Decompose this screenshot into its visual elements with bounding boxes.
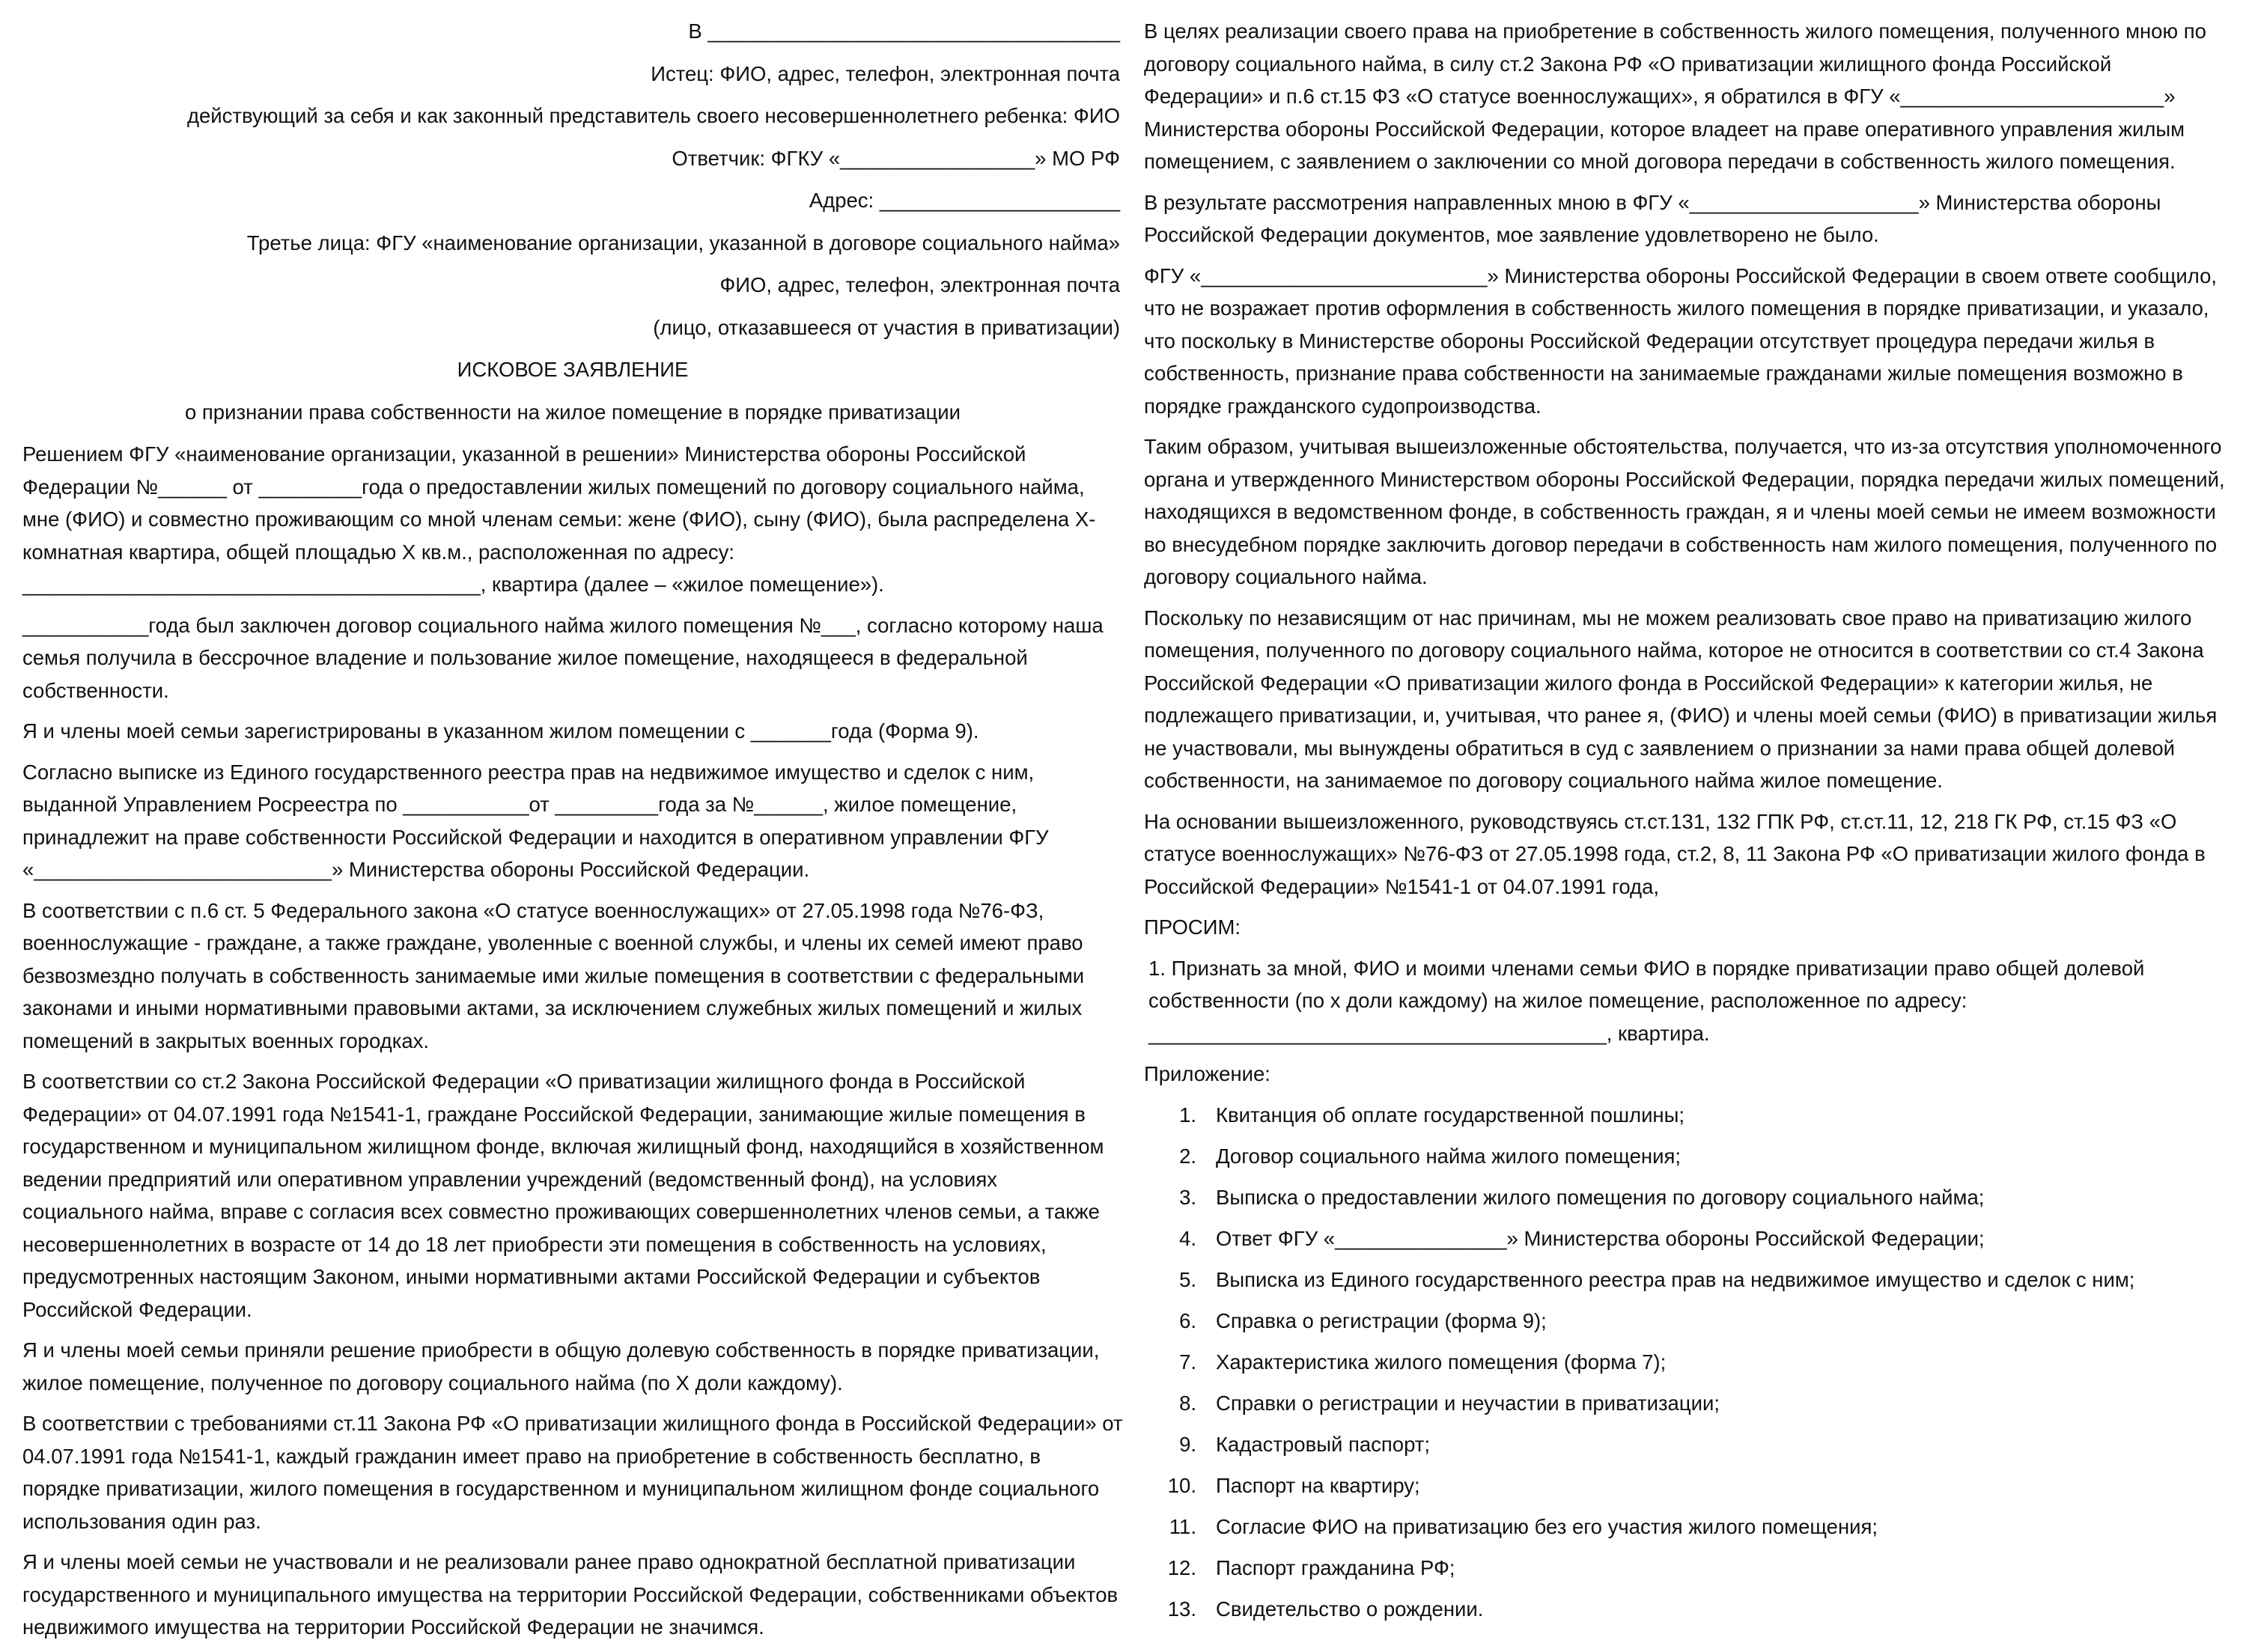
attachment-item xyxy=(1144,1511,2226,1543)
attachment-text: Характеристика жилого помещения (форма 7); xyxy=(1216,1350,1667,1374)
attachments-list xyxy=(1144,1099,2226,1626)
attachment-text: Свидетельство о рождении. xyxy=(1216,1597,1484,1621)
left-paragraph: В соответствии с п.6 ст. 5 Федерального закона «О статусе военнослужащих» от 27.05.1998 года №76-ФЗ, военнослужащие - граждане, а также граждане, уволенные с военной службы, и члены их семей имеют право безвозмездно получать в собственность занимаемые ими жилые помещения в соответствии с федеральными законами и иными нормативными правовыми актами, за исключением служебных жилых помещений и жилых помещений в закрытых военных городках. xyxy=(22,898,1085,1052)
header-address: Адрес: _____________________ xyxy=(809,189,1120,212)
right-column xyxy=(1144,15,2226,1634)
left-paragraph: В соответствии со ст.2 Закона Российской Федерации «О приватизации жилищного фонда в Российской Федерации» от 04.07.1991 года №1541-1, граждане Российской Федерации, занимающие жилые помещения в государственном и муниципальном жилищном фонде, включая жилищный фонд, находящийся в хозяйственном ведении предприятий или оперативном управлении учреждений (ведомственный фонд), на условиях социального найма, вправе с согласия всех совместно проживающих совершеннолетних членов семьи, а также несовершеннолетних в возрасте от 14 до 18 лет приобрести эти помещения в собственность на условиях, предусмотренных настоящим Законом, иными нормативными актами Российской Федерации и субъектов Российской Федерации. xyxy=(22,1070,1104,1321)
left-paragraph: Согласно выписке из Единого государственного реестра прав на недвижимое имущество и сделок с ним, выданной Управлением Росреестра по ___________от _________года за №______, жилое помещение, принадлежит на праве собственности Российской Федерации и находится в оперативном управлении ФГУ «__________________________» Министерства обороны Российской Федерации. xyxy=(22,760,1049,881)
attachment-number: 6. xyxy=(1179,1308,1196,1332)
attachment-number: 11. xyxy=(1169,1514,1196,1538)
attachment-item xyxy=(1144,1305,2226,1338)
attachment-number: 10. xyxy=(1167,1473,1196,1497)
left-paragraph: Я и члены моей семьи зарегистрированы в указанном жилом помещении с _______года (Форма 9). xyxy=(22,719,979,743)
header-third-note: (лицо, отказавшееся от участия в приватизации) xyxy=(653,315,1120,339)
attachment-text: Выписка из Единого государственного реестра прав на недвижимое имущество и сделок с ним; xyxy=(1216,1267,2135,1291)
attachment-number: 2. xyxy=(1179,1144,1196,1168)
left-paragraph: Решением ФГУ «наименование организации, указанной в решении» Министерства обороны Российской Федерации №______ от _________года о предоставлении жилых помещений по договору социального найма, мне (ФИО) и совместно проживающим со мной членам семьи: жене (ФИО), сыну (ФИО), была распределена Х-комнатная квартира, общей площадью Х кв.м., расположенная по адресу: ________________________________________, квартира (далее – «жилое помещение»). xyxy=(22,442,1096,596)
attachment-text: Справки о регистрации и неучастии в приватизации; xyxy=(1216,1391,1720,1415)
attachment-text: Паспорт гражданина РФ; xyxy=(1216,1555,1455,1579)
attachment-number: 9. xyxy=(1179,1432,1196,1456)
attachment-item xyxy=(1144,1552,2226,1585)
attachment-item xyxy=(1144,1346,2226,1379)
attachment-number: 1. xyxy=(1179,1103,1196,1127)
attachment-number: 13. xyxy=(1167,1597,1196,1621)
right-paragraph: На основании вышеизложенного, руководствуясь ст.ст.131, 132 ГПК РФ, ст.ст.11, 12, 218 ГК РФ, ст.15 ФЗ «О статусе военнослужащих» №76-ФЗ от 27.05.1998 года, ст.2, 8, 11 Закона РФ «О приватизации жилого фонда в Российской Федерации» №1541-1 от 04.07.1991 года, xyxy=(1144,809,2206,898)
right-paragraph: В целях реализации своего права на приобретение в собственность жилого помещения, полученного мною по договору социального найма, в силу ст.2 Закона РФ «О приватизации жилищного фонда Российской Федерации» и п.6 ст.15 ФЗ «О статусе военнослужащих», я обратился в ФГУ «_______________________» Министерства обороны Российской Федерации, которое владеет на праве оперативного управления жилым помещением, с заявлением о заключении со мной договора передачи в собственность жилого помещения. xyxy=(1144,19,2206,173)
attachment-text: Паспорт на квартиру; xyxy=(1216,1473,1420,1497)
left-paragraph: Я и члены моей семьи не участвовали и не реализовали ранее право однократной бесплатной приватизации государственного и муниципального имущества на территории Российской Федерации, собственниками объектов недвижимого имущества на территории Российской Федерации не значимся. xyxy=(22,1550,1119,1639)
right-paragraph: Поскольку по независящим от нас причинам, мы не можем реализовать свое право на приватизацию жилого помещения, полученного по договору социального найма, которое не относится в соответствии со ст.4 Закона Российской Федерации «О приватизации жилого фонда в Российской Федерации» к категории жилья, не подлежащего приватизации, и, учитывая, что ранее я, (ФИО) и члены моей семьи (ФИО) в приватизации жилья не участвовали, мы вынуждены обратиться в суд с заявлением о признании за нами права общей долевой собственности, на занимаемое по договору социального найма жилое помещение. xyxy=(1144,606,2218,792)
attachment-number: 8. xyxy=(1179,1391,1196,1415)
header-third-parties: Третье лица: ФГУ «наименование организации, указанной в договоре социального найма» xyxy=(246,231,1120,254)
attachment-text: Кадастровый паспорт; xyxy=(1216,1432,1431,1456)
attachment-item xyxy=(1144,1264,2226,1296)
attachment-number: 12. xyxy=(1167,1555,1196,1579)
left-paragraph: ___________года был заключен договор социального найма жилого помещения №___, согласно которому наша семья получила в бессрочное владение и пользование жилое помещение, находящееся в федеральной собственности. xyxy=(22,613,1104,702)
attachment-item xyxy=(1144,1387,2226,1420)
attachment-item xyxy=(1144,1222,2226,1255)
request-heading: ПРОСИМ: xyxy=(1144,915,1241,939)
attachment-text: Выписка о предоставлении жилого помещения по договору социального найма; xyxy=(1216,1185,1985,1209)
header-acting: действующий за себя и как законный представитель своего несовершеннолетнего ребенка: ФИО xyxy=(186,104,1120,127)
attachment-item xyxy=(1144,1469,2226,1502)
document-title: ИСКОВОЕ ЗАЯВЛЕНИЕ xyxy=(457,358,689,381)
attachment-text: Согласие ФИО на приватизацию без его участия жилого помещения; xyxy=(1216,1514,1878,1538)
left-paragraph: Я и члены моей семьи приняли решение приобрести в общую долевую собственность в порядке приватизации, жилое помещение, полученное по договору социального найма (по Х доли каждому). xyxy=(22,1338,1100,1395)
right-paragraph: ФГУ «_________________________» Министерства обороны Российской Федерации в своем ответе сообщило, что не возражает против оформления в собственность жилого помещения в порядке приватизации, и указало, что поскольку в Министерстве обороны Российской Федерации отсутствует процедура передачи жилья в собственность, признание права собственности на занимаемые гражданами жилые помещения возможно в порядке гражданского судопроизводства. xyxy=(1144,263,2218,418)
left-paragraph: В соответствии с требованиями ст.11 Закона РФ «О приватизации жилищного фонда в Российской Федерации» от 04.07.1991 года №1541-1, каждый гражданин имеет право на приобретение в собственность бесплатно, в порядке приватизации, жилого помещения в государственном и муниципальном жилищном фонде социального использования один раз. xyxy=(22,1412,1123,1533)
document-subtitle: о признании права собственности на жилое помещение в порядке приватизации xyxy=(184,400,961,424)
header-third-contacts: ФИО, адрес, телефон, электронная почта xyxy=(719,273,1120,296)
attachment-item xyxy=(1144,1181,2226,1214)
attachment-number: 3. xyxy=(1179,1185,1196,1209)
header-to: В ____________________________________ xyxy=(688,19,1120,43)
attachment-item xyxy=(1144,1428,2226,1461)
attachment-text: Справка о регистрации (форма 9); xyxy=(1216,1308,1547,1332)
attachment-item xyxy=(1144,1140,2226,1173)
attachment-item xyxy=(1144,1593,2226,1626)
attachment-text: Квитанция об оплате государственной пошлины; xyxy=(1216,1103,1685,1127)
attachment-item xyxy=(1144,1099,2226,1132)
right-paragraph: В результате рассмотрения направленных мною в ФГУ «____________________» Министерства обороны Российской Федерации документов, мое заявление удовлетворено не было. xyxy=(1144,190,2161,246)
header-plaintiff: Истец: ФИО, адрес, телефон, электронная почта xyxy=(651,61,1120,85)
attachment-number: 5. xyxy=(1179,1267,1196,1291)
attachment-text: Ответ ФГУ «_______________» Министерства обороны Российской Федерации; xyxy=(1216,1226,1985,1250)
attachment-number: 4. xyxy=(1179,1226,1196,1250)
left-column xyxy=(22,15,1123,1652)
attachment-number: 7. xyxy=(1179,1350,1196,1374)
request-item: 1. Признать за мной, ФИО и моими членами семьи ФИО в порядке приватизации право общей долевой собственности (по х доли каждому) на жилое помещение, расположенное по адресу: ________________________________________, квартира. xyxy=(1148,956,2145,1045)
attachment-text: Договор социального найма жилого помещения; xyxy=(1216,1144,1681,1168)
header-defendant: Ответчик: ФГКУ «_________________» МО РФ xyxy=(672,146,1120,170)
right-paragraph: Таким образом, учитывая вышеизложенные обстоятельства, получается, что из-за отсутствия уполномоченного органа и утвержденного Министерством обороны Российской Федерации, порядка передачи жилых помещений, находящихся в ведомственном фонде, в собственность граждан, я и члены моей семьи не имеем возможности во внесудебном порядке заключить договор передачи в собственность нам жилого помещения, полученного по договору социального найма. xyxy=(1144,435,2225,588)
attachments-heading: Приложение: xyxy=(1144,1062,1270,1085)
